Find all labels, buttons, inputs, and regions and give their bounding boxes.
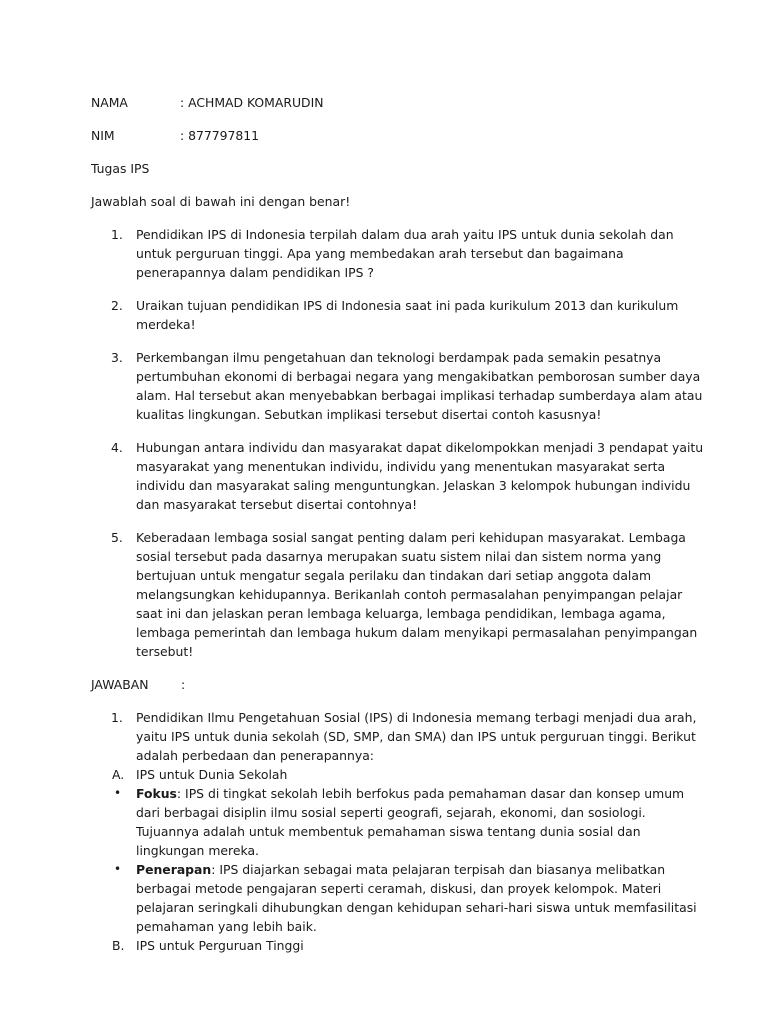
nim-value: : 877797811 [180, 128, 260, 143]
answer-sub-list [91, 765, 708, 955]
question-item [91, 438, 708, 514]
focus-text: : IPS di tingkat sekolah lebih berfokus pada pemahaman dasar dan konsep umum dari berbagai disiplin ilmu sosial seperti geografi, sejarah, ekonomi, dan sosiologi. Tujuannya adalah untuk membentuk pemahaman siswa tentang dunia sosial dan lingkungan mereka. [136, 786, 685, 858]
question-item [91, 225, 708, 282]
bullet-icon: • [114, 862, 122, 876]
sub-marker-a: A. [112, 767, 125, 782]
answer-label: JAWABAN [91, 677, 149, 692]
answer-number: 1. [111, 710, 123, 725]
question-number: 4. [111, 440, 123, 455]
question-text: Uraikan tujuan pendidikan IPS di Indonesia saat ini pada kurikulum 2013 dan kurikulum merdeka! [136, 298, 679, 332]
question-item [91, 528, 708, 661]
question-number: 3. [111, 350, 123, 365]
apply-text: : IPS diajarkan sebagai mata pelajaran terpisah dan biasanya melibatkan berbagai metode pengajaran seperti ceramah, diskusi, dan proyek kelompok. Materi pelajaran seringkali dihubungkan dengan kehidupan sehari-hari siswa untuk memfasilitasi pemahaman yang lebih baik. [136, 862, 697, 934]
focus-label: Fokus [136, 786, 177, 801]
question-item [91, 348, 708, 424]
sub-marker-b: B. [112, 938, 125, 953]
nim-label: NIM [91, 128, 115, 143]
sub-item-b [91, 936, 708, 955]
question-list [91, 225, 708, 661]
sub-text-b: IPS untuk Perguruan Tinggi [136, 938, 304, 953]
answer-heading [91, 675, 708, 694]
answer-intro: Pendidikan Ilmu Pengetahuan Sosial (IPS) di Indonesia memang terbagi menjadi dua arah, yaitu IPS untuk dunia sekolah (SD, SMP, dan SMA) dan IPS untuk perguruan tinggi. Berikut adalah perbedaan dan penerapannya: [136, 710, 697, 763]
answer-item [91, 708, 708, 765]
question-number: 1. [111, 227, 123, 242]
name-value: : ACHMAD KOMARUDIN [180, 95, 324, 110]
sub-text-a: IPS untuk Dunia Sekolah [136, 767, 288, 782]
name-label: NAMA [91, 95, 128, 110]
question-text: Perkembangan ilmu pengetahuan dan teknologi berdampak pada semakin pesatnya pertumbuhan ekonomi di berbagai negara yang mengakibatkan pemborosan sumber daya alam. Hal tersebut akan menyebabkan berbagai implikasi terhadap sumberdaya alam atau kualitas lingkungan. Sebutkan implikasi tersebut disertai contoh kasusnya! [136, 350, 703, 422]
question-number: 5. [111, 530, 123, 545]
nim-row [91, 126, 708, 145]
answer-colon: : [181, 677, 186, 692]
question-text: Keberadaan lembaga sosial sangat penting dalam peri kehidupan masyarakat. Lembaga sosial tersebut pada dasarnya merupakan suatu sistem nilai dan sistem norma yang bertujuan untuk mengatur segala perilaku dan tindakan dari setiap anggota dalam melangsungkan kehidupannya. Berikanlah contoh permasalahan penyimpangan pelajar saat ini dan jelaskan peran lembaga keluarga, lembaga pendidikan, lembaga agama, lembaga pemerintah dan lembaga hukum dalam menyikapi permasalahan penyimpangan tersebut! [136, 530, 698, 659]
bullet-icon: • [114, 786, 122, 800]
question-text: Pendidikan IPS di Indonesia terpilah dalam dua arah yaitu IPS untuk dunia sekolah dan untuk perguruan tinggi. Apa yang membedakan arah tersebut dan bagaimana penerapannya dalam pendidikan IPS ? [136, 227, 674, 280]
sub-item-a [91, 765, 708, 784]
bullet-focus [91, 784, 708, 860]
question-item [91, 296, 708, 334]
assignment-title: Tugas IPS [91, 161, 150, 176]
bullet-apply [91, 860, 708, 936]
question-number: 2. [111, 298, 123, 313]
instruction-text: Jawablah soal di bawah ini dengan benar! [91, 194, 351, 209]
apply-label: Penerapan [136, 862, 212, 877]
name-row [91, 93, 708, 112]
question-text: Hubungan antara individu dan masyarakat dapat dikelompokkan menjadi 3 pendapat yaitu masyarakat yang menentukan individu, individu yang menentukan masyarakat serta individu dan masyarakat saling menguntungkan. Jelaskan 3 kelompok hubungan individu dan masyarakat tersebut disertai contohnya! [136, 440, 704, 512]
answer-list [91, 708, 708, 765]
